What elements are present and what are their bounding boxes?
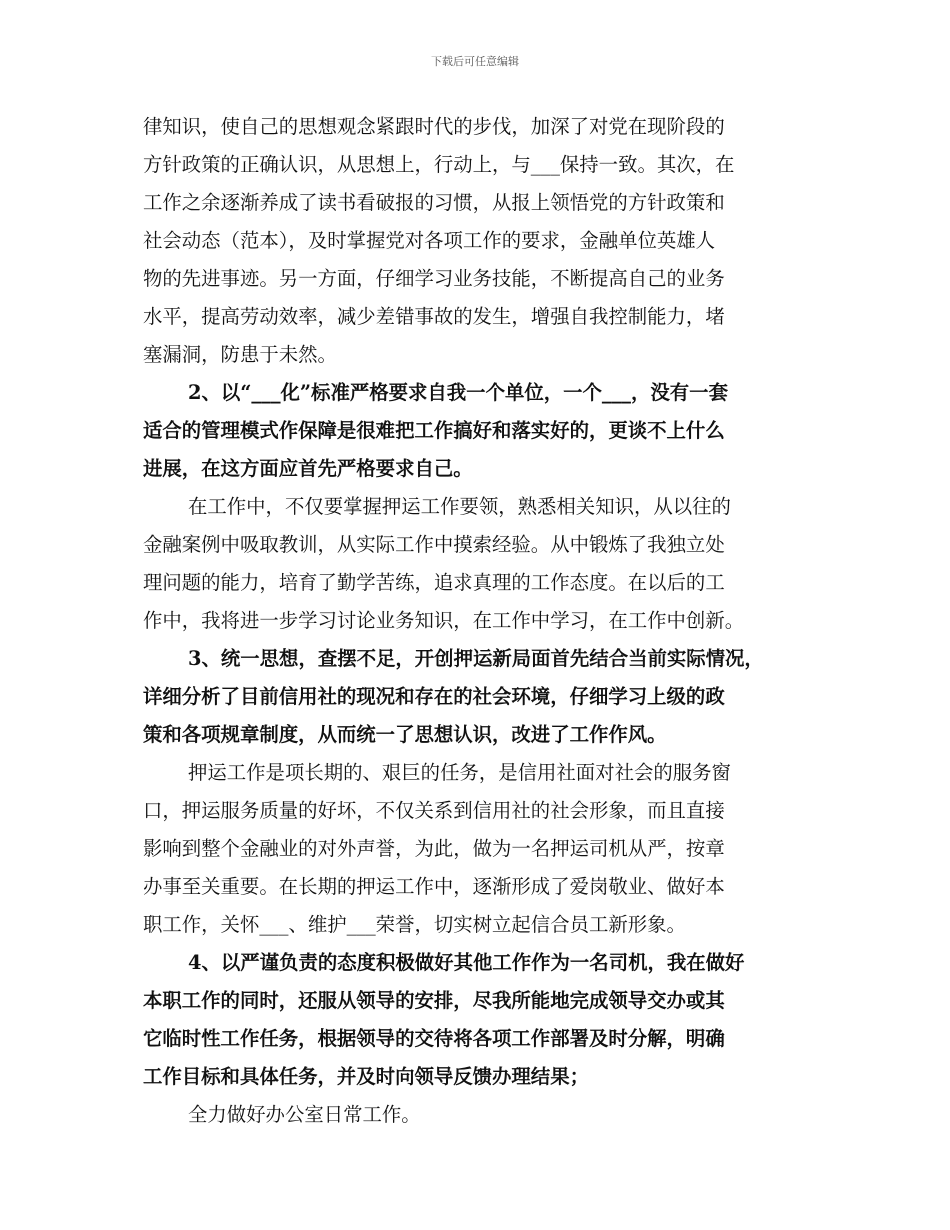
text-line: 物的先进事迹。另一方面，仔细学习业务技能，不断提高自己的业务: [143, 267, 725, 290]
page-header: 下载后可任意编辑: [431, 55, 519, 68]
text-line: 影响到整个金融业的对外声誉，为此，做为一名押运司机从严，按章: [143, 837, 725, 860]
text-line: 律知识，使自己的思想观念紧跟时代的步伐，加深了对党在现阶段的: [143, 115, 725, 138]
document-body: [143, 108, 811, 1134]
text-line: 详细分析了目前信用社的现况和存在的社会环境，仔细学习上级的政: [143, 685, 725, 708]
text-line: 工作之余逐渐养成了读书看破报的习惯，从报上领悟党的方针政策和: [143, 191, 725, 214]
text-line: 水平，提高劳动效率，减少差错事故的发生，增强自我控制能力，堵: [143, 305, 725, 328]
text-line: 社会动态（范本），及时掌握党对各项工作的要求，金融单位英雄人: [143, 229, 716, 252]
text-line: 方针政策的正确认识，从思想上，行动上，与___保持一致。其次，在: [143, 153, 735, 176]
text-line: 全力做好办公室日常工作。: [188, 1103, 421, 1126]
text-line: 作中，我将进一步学习讨论业务知识，在工作中学习，在工作中创新。: [143, 609, 745, 632]
text-line: 4、以严谨负责的态度积极做好其他工作作为一名司机，我在做好: [188, 951, 745, 974]
text-line: 职工作，关怀___、维护___荣誉，切实树立起信合员工新形象。: [143, 913, 686, 936]
text-line: 策和各项规章制度，从而统一了思想认识，改进了工作作风。: [143, 723, 667, 746]
text-line: 工作目标和具体任务，并及时向领导反馈办理结果；: [143, 1065, 589, 1088]
text-line: 3、统一思想，查摆不足，开创押运新局面首先结合当前实际情况，: [188, 647, 764, 670]
text-line: 口，押运服务质量的好坏，不仅关系到信用社的社会形象，而且直接: [143, 799, 725, 822]
text-line: 办事至关重要。在长期的押运工作中，逐渐形成了爱岗敬业、做好本: [143, 875, 725, 898]
text-line: 金融案例中吸取教训，从实际工作中摸索经验。从中锻炼了我独立处: [143, 533, 725, 556]
text-line: 塞漏洞，防患于未然。: [143, 343, 337, 366]
text-line: 2、以“___化”标准严格要求自我一个单位，一个___，没有一套: [188, 381, 728, 404]
text-line: 本职工作的同时，还服从领导的安排，尽我所能地完成领导交办或其: [143, 989, 725, 1012]
text-line: 押运工作是项长期的、艰巨的任务，是信用社面对社会的服务窗: [188, 761, 731, 784]
text-line: 它临时性工作任务，根据领导的交待将各项工作部署及时分解，明确: [143, 1027, 725, 1050]
text-line: 在工作中，不仅要掌握押运工作要领，熟悉相关知识，从以往的: [188, 495, 731, 518]
text-line: 理问题的能力，培育了勤学苦练，追求真理的工作态度。在以后的工: [143, 571, 725, 594]
text-line: 进展，在这方面应首先严格要求自己。: [143, 457, 473, 480]
text-line: 适合的管理模式作保障是很难把工作搞好和落实好的，更谈不上什么: [143, 419, 725, 442]
